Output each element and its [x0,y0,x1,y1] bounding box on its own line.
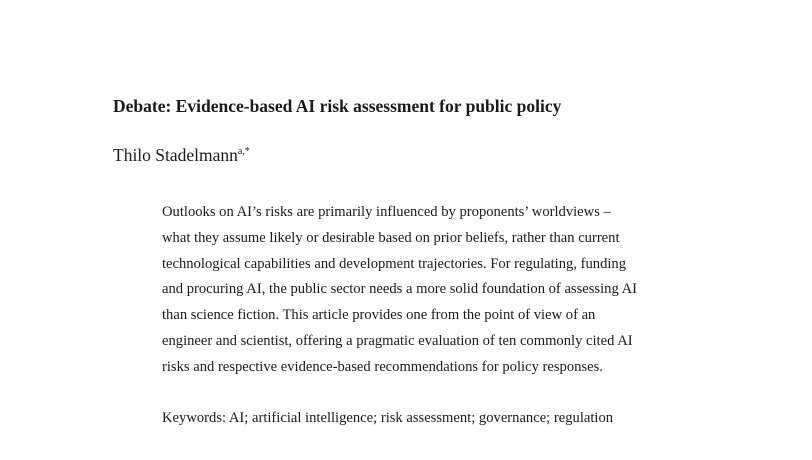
author-line [113,145,250,166]
abstract-line: risks and respective evidence-based recommendations for policy responses. [162,358,603,375]
abstract-line: what they assume likely or desirable based on prior beliefs, rather than current [162,229,620,246]
abstract [162,200,682,381]
abstract-line: Outlooks on AI’s risks are primarily influenced by proponents’ worldviews – [162,204,611,220]
abstract-line: and procuring AI, the public sector needs a more solid foundation of assessing AI [162,281,638,298]
abstract-line: technological capabilities and development trajectories. For regulating, funding [162,255,627,272]
author-name: Thilo Stadelmann [113,145,238,165]
author-affiliation-mark: a,* [237,146,250,157]
abstract-line: engineer and scientist, offering a pragmatic evaluation of ten commonly cited AI [162,332,633,349]
paper-title: Debate: Evidence-based AI risk assessment for public policy [113,96,562,116]
keywords-line: Keywords: AI; artificial intelligence; risk assessment; governance; regulation [162,410,614,426]
abstract-line: than science fiction. This article provides one from the point of view of an [162,307,596,324]
